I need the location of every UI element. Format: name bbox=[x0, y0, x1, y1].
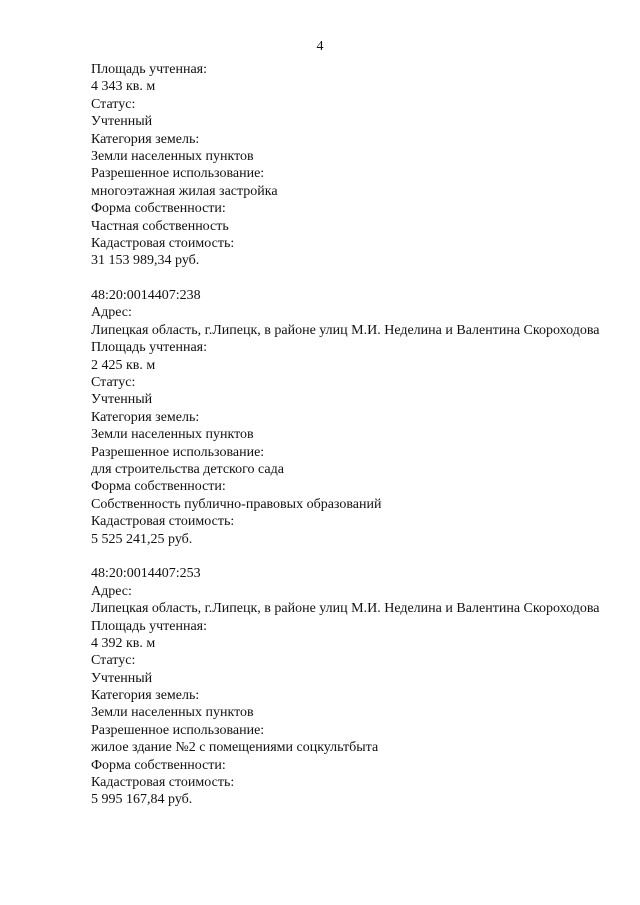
status-label: Статус: bbox=[91, 96, 136, 112]
address-label: Адрес: bbox=[91, 583, 132, 599]
block-spacer bbox=[59, 270, 609, 287]
document-body bbox=[59, 61, 609, 809]
area-label: Площадь учтенная: bbox=[91, 618, 207, 634]
category-value: Земли населенных пунктов bbox=[91, 427, 254, 443]
area-value: 4 392 кв. м bbox=[91, 635, 156, 651]
category-label: Категория земель: bbox=[91, 688, 200, 704]
area-value: 2 425 кв. м bbox=[91, 357, 156, 373]
status-value: Учтенный bbox=[91, 670, 153, 686]
status-value: Учтенный bbox=[91, 392, 153, 408]
address-line: Скороходова bbox=[523, 322, 600, 338]
cost-value: 31 153 989,34 руб. bbox=[91, 253, 200, 269]
address-line: Липецкая область, г.Липецк, в районе улиц М.И. Неделина и Валентина bbox=[91, 601, 521, 617]
ownership-label: Форма собственности: bbox=[91, 201, 226, 217]
use-value: жилое здание №2 с помещениями соцкультбыта bbox=[91, 740, 379, 756]
cost-value: 5 995 167,84 руб. bbox=[91, 792, 193, 808]
block-spacer bbox=[59, 548, 609, 565]
category-value: Земли населенных пунктов bbox=[91, 148, 254, 164]
parcel-block bbox=[59, 287, 609, 548]
cadastral-number: 48:20:0014407:238 bbox=[91, 288, 201, 304]
status-value: Учтенный bbox=[91, 114, 153, 130]
use-value: для строительства детского сада bbox=[91, 462, 284, 477]
cost-label: Кадастровая стоимость: bbox=[91, 775, 235, 791]
use-label: Разрешенное использование: bbox=[91, 722, 265, 738]
area-value: 4 343 кв. м bbox=[91, 79, 156, 95]
cost-label: Кадастровая стоимость: bbox=[91, 235, 235, 251]
ownership-label: Форма собственности: bbox=[91, 757, 226, 773]
address-line: Липецкая область, г.Липецк, в районе улиц М.И. Неделина и Валентина bbox=[91, 322, 521, 338]
use-label: Разрешенное использование: bbox=[91, 444, 265, 460]
ownership-label: Форма собственности: bbox=[91, 479, 226, 495]
cadastral-number: 48:20:0014407:253 bbox=[91, 566, 201, 582]
cost-value: 5 525 241,25 руб. bbox=[91, 531, 193, 547]
ownership-value: Частная собственность bbox=[91, 218, 229, 234]
ownership-value: Собственность публично-правовых образований bbox=[91, 496, 382, 512]
address-value bbox=[59, 600, 609, 617]
status-label: Статус: bbox=[91, 375, 136, 391]
category-label: Категория земель: bbox=[91, 131, 200, 147]
category-label: Категория земель: bbox=[91, 409, 200, 425]
parcel-block bbox=[59, 565, 609, 808]
area-label: Площадь учтенная: bbox=[91, 340, 207, 356]
use-value: многоэтажная жилая застройка bbox=[91, 183, 278, 199]
parcel-continuation bbox=[59, 61, 609, 270]
address-label: Адрес: bbox=[91, 305, 132, 321]
area-label: Площадь учтенная: bbox=[91, 62, 207, 77]
page-number: 4 bbox=[316, 39, 324, 54]
address-line: Скороходова bbox=[523, 601, 600, 617]
address-value bbox=[59, 322, 609, 339]
status-label: Статус: bbox=[91, 653, 136, 669]
use-label: Разрешенное использование: bbox=[91, 166, 265, 182]
category-value: Земли населенных пунктов bbox=[91, 705, 254, 721]
cost-label: Кадастровая стоимость: bbox=[91, 514, 235, 530]
